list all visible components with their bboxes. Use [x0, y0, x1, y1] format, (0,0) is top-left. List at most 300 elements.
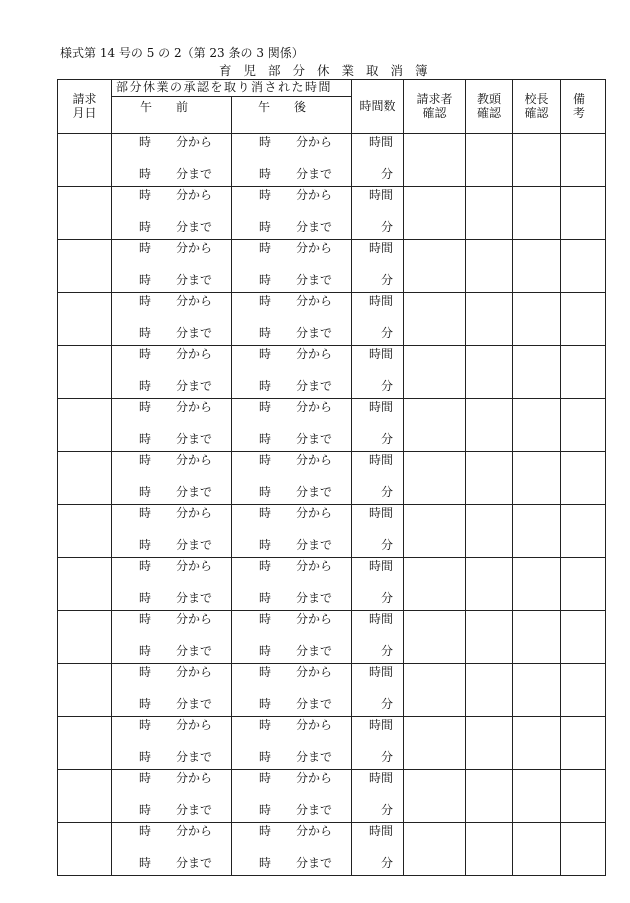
am-until-hour-unit: 時 — [139, 697, 152, 711]
head-teacher-confirm-cell[interactable] — [466, 187, 513, 240]
requester-confirm-cell[interactable] — [404, 770, 466, 823]
pm-until-suffix: 分まで — [296, 379, 333, 393]
document-title: 育児部分休業取消簿 — [219, 63, 440, 78]
am-until-line — [139, 698, 212, 712]
am-from-hour-unit: 時 — [139, 188, 152, 202]
am-until-hour-unit: 時 — [139, 485, 152, 499]
minutes-unit: 分 — [381, 326, 394, 340]
am-from-hour-unit: 時 — [139, 135, 152, 149]
pm-from-suffix: 分から — [296, 294, 333, 308]
principal-confirm-cell[interactable] — [513, 452, 561, 505]
remarks-cell[interactable] — [561, 187, 606, 240]
request-date-cell[interactable] — [58, 611, 112, 664]
requester-confirm-cell[interactable] — [404, 346, 466, 399]
pm-from-suffix: 分から — [296, 559, 333, 573]
request-date-cell[interactable] — [58, 134, 112, 187]
requester-confirm-cell[interactable] — [404, 399, 466, 452]
am-from-hour-unit: 時 — [139, 294, 152, 308]
am-time-slot[interactable] — [112, 823, 232, 876]
am-from-suffix: 分から — [176, 559, 213, 573]
am-from-suffix: 分から — [176, 135, 213, 149]
pm-from-hour-unit: 時 — [259, 188, 272, 202]
remarks-cell[interactable] — [561, 240, 606, 293]
am-from-hour-unit: 時 — [139, 559, 152, 573]
am-until-line — [139, 380, 212, 394]
request-date-cell[interactable] — [58, 505, 112, 558]
am-until-suffix: 分まで — [176, 220, 213, 234]
total-hours-cell[interactable] — [352, 611, 404, 664]
am-from-line — [139, 560, 212, 574]
pm-until-line — [259, 380, 332, 394]
am-until-hour-unit: 時 — [139, 167, 152, 181]
pm-from-line — [259, 136, 332, 150]
am-until-suffix: 分まで — [176, 379, 213, 393]
am-until-hour-unit: 時 — [139, 220, 152, 234]
pm-time-slot[interactable] — [232, 505, 352, 558]
total-hours-cell[interactable] — [352, 346, 404, 399]
am-until-hour-unit: 時 — [139, 432, 152, 446]
pm-until-suffix: 分まで — [296, 220, 333, 234]
pm-from-suffix: 分から — [296, 824, 333, 838]
am-from-line — [139, 136, 212, 150]
request-date-cell[interactable] — [58, 558, 112, 611]
am-until-line — [139, 751, 212, 765]
pm-from-suffix: 分から — [296, 453, 333, 467]
am-time-slot[interactable] — [112, 505, 232, 558]
pm-time-slot[interactable] — [232, 134, 352, 187]
table-row — [58, 611, 606, 664]
am-from-line — [139, 348, 212, 362]
am-from-line — [139, 189, 212, 203]
requester-confirm-cell[interactable] — [404, 293, 466, 346]
am-until-suffix: 分まで — [176, 273, 213, 287]
remarks-cell[interactable] — [561, 505, 606, 558]
am-until-hour-unit: 時 — [139, 750, 152, 764]
minutes-unit: 分 — [381, 856, 394, 870]
am-time-slot[interactable] — [112, 664, 232, 717]
pm-until-hour-unit: 時 — [259, 697, 272, 711]
requester-confirm-cell[interactable] — [404, 558, 466, 611]
form-number: 様式第 14 号の 5 の 2（第 23 条の 3 関係） — [60, 46, 304, 60]
head-teacher-confirm-cell[interactable] — [466, 240, 513, 293]
am-from-line — [139, 613, 212, 627]
request-date-cell[interactable] — [58, 664, 112, 717]
head-teacher-confirm-cell[interactable] — [466, 770, 513, 823]
remarks-cell[interactable] — [561, 399, 606, 452]
am-until-line — [139, 592, 212, 606]
header-am-char2: 前 — [176, 100, 189, 114]
am-time-slot[interactable] — [112, 558, 232, 611]
requester-confirm-cell[interactable] — [404, 187, 466, 240]
pm-until-line — [259, 645, 332, 659]
head-teacher-confirm-cell[interactable] — [466, 823, 513, 876]
pm-time-slot[interactable] — [232, 664, 352, 717]
pm-from-hour-unit: 時 — [259, 771, 272, 785]
am-time-slot[interactable] — [112, 134, 232, 187]
am-from-hour-unit: 時 — [139, 453, 152, 467]
am-until-suffix: 分まで — [176, 591, 213, 605]
header-requester-confirm-line2: 確認 — [422, 105, 447, 120]
pm-from-suffix: 分から — [296, 347, 333, 361]
total-hours-cell[interactable] — [352, 558, 404, 611]
am-until-hour-unit: 時 — [139, 538, 152, 552]
am-until-line — [139, 327, 212, 341]
total-hours-cell[interactable] — [352, 452, 404, 505]
pm-until-line — [259, 221, 332, 235]
principal-confirm-cell[interactable] — [513, 399, 561, 452]
table-row — [58, 346, 606, 399]
header-request-date — [58, 80, 112, 134]
pm-until-suffix: 分まで — [296, 167, 333, 181]
am-until-hour-unit: 時 — [139, 379, 152, 393]
remarks-cell[interactable] — [561, 293, 606, 346]
header-pm — [232, 97, 352, 134]
am-until-suffix: 分まで — [176, 485, 213, 499]
am-from-line — [139, 242, 212, 256]
pm-time-slot[interactable] — [232, 187, 352, 240]
am-until-hour-unit: 時 — [139, 591, 152, 605]
pm-time-slot[interactable] — [232, 558, 352, 611]
pm-from-suffix: 分から — [296, 400, 333, 414]
am-time-slot[interactable] — [112, 611, 232, 664]
pm-time-slot[interactable] — [232, 717, 352, 770]
minutes-unit: 分 — [381, 803, 394, 817]
hours-unit: 時間 — [369, 824, 394, 838]
head-teacher-confirm-cell[interactable] — [466, 134, 513, 187]
hours-unit: 時間 — [369, 771, 394, 785]
pm-from-line — [259, 560, 332, 574]
am-from-hour-unit: 時 — [139, 824, 152, 838]
am-from-line — [139, 454, 212, 468]
requester-confirm-cell[interactable] — [404, 664, 466, 717]
remarks-cell[interactable] — [561, 558, 606, 611]
pm-until-hour-unit: 時 — [259, 167, 272, 181]
pm-until-hour-unit: 時 — [259, 538, 272, 552]
am-until-suffix: 分まで — [176, 167, 213, 181]
head-teacher-confirm-cell[interactable] — [466, 717, 513, 770]
header-principal-confirm-line1: 校長 — [524, 91, 549, 106]
cancellation-register-table — [57, 79, 606, 876]
header-principal-confirm — [513, 80, 561, 134]
remarks-cell[interactable] — [561, 611, 606, 664]
remarks-cell[interactable] — [561, 770, 606, 823]
am-from-line — [139, 507, 212, 521]
pm-from-line — [259, 454, 332, 468]
request-date-cell[interactable] — [58, 399, 112, 452]
header-head-teacher-confirm-line2: 確認 — [477, 105, 502, 120]
pm-from-line — [259, 401, 332, 415]
pm-until-suffix: 分まで — [296, 273, 333, 287]
pm-time-slot[interactable] — [232, 823, 352, 876]
am-until-hour-unit: 時 — [139, 273, 152, 287]
pm-from-line — [259, 295, 332, 309]
am-from-line — [139, 295, 212, 309]
am-until-hour-unit: 時 — [139, 326, 152, 340]
principal-confirm-cell[interactable] — [513, 187, 561, 240]
minutes-unit: 分 — [381, 644, 394, 658]
am-time-slot[interactable] — [112, 293, 232, 346]
am-until-line — [139, 804, 212, 818]
am-from-line — [139, 825, 212, 839]
pm-time-slot[interactable] — [232, 240, 352, 293]
minutes-unit: 分 — [381, 750, 394, 764]
requester-confirm-cell[interactable] — [404, 134, 466, 187]
pm-from-line — [259, 719, 332, 733]
am-until-suffix: 分まで — [176, 644, 213, 658]
total-hours-cell[interactable] — [352, 664, 404, 717]
am-from-suffix: 分から — [176, 188, 213, 202]
head-teacher-confirm-cell[interactable] — [466, 399, 513, 452]
am-until-line — [139, 857, 212, 871]
pm-from-line — [259, 507, 332, 521]
pm-time-slot[interactable] — [232, 770, 352, 823]
am-until-line — [139, 168, 212, 182]
pm-until-suffix: 分まで — [296, 326, 333, 340]
header-requester-confirm-line1: 請求者 — [416, 91, 453, 106]
remarks-cell[interactable] — [561, 664, 606, 717]
principal-confirm-cell[interactable] — [513, 664, 561, 717]
pm-from-hour-unit: 時 — [259, 612, 272, 626]
total-hours-cell[interactable] — [352, 187, 404, 240]
head-teacher-confirm-cell[interactable] — [466, 452, 513, 505]
hours-unit: 時間 — [369, 135, 394, 149]
am-from-hour-unit: 時 — [139, 718, 152, 732]
pm-until-suffix: 分まで — [296, 803, 333, 817]
pm-until-suffix: 分まで — [296, 538, 333, 552]
pm-until-hour-unit: 時 — [259, 644, 272, 658]
table-row — [58, 240, 606, 293]
minutes-unit: 分 — [381, 697, 394, 711]
remarks-cell[interactable] — [561, 717, 606, 770]
header-approval-cancel-time: 部分休業の承認を取り消された時間 — [112, 80, 352, 97]
minutes-unit: 分 — [381, 591, 394, 605]
pm-from-hour-unit: 時 — [259, 453, 272, 467]
requester-confirm-cell[interactable] — [404, 823, 466, 876]
am-time-slot[interactable] — [112, 717, 232, 770]
hours-unit: 時間 — [369, 188, 394, 202]
request-date-cell[interactable] — [58, 770, 112, 823]
request-date-cell[interactable] — [58, 823, 112, 876]
table-row — [58, 134, 606, 187]
principal-confirm-cell[interactable] — [513, 823, 561, 876]
request-date-cell[interactable] — [58, 717, 112, 770]
table-row — [58, 505, 606, 558]
table-row — [58, 452, 606, 505]
pm-from-suffix: 分から — [296, 506, 333, 520]
requester-confirm-cell[interactable] — [404, 717, 466, 770]
hours-unit: 時間 — [369, 294, 394, 308]
pm-time-slot[interactable] — [232, 293, 352, 346]
hours-unit: 時間 — [369, 718, 394, 732]
register-body — [58, 134, 606, 876]
pm-from-line — [259, 613, 332, 627]
am-from-hour-unit: 時 — [139, 771, 152, 785]
am-until-line — [139, 539, 212, 553]
total-hours-cell[interactable] — [352, 240, 404, 293]
pm-from-hour-unit: 時 — [259, 506, 272, 520]
request-date-cell[interactable] — [58, 187, 112, 240]
principal-confirm-cell[interactable] — [513, 717, 561, 770]
minutes-unit: 分 — [381, 432, 394, 446]
am-until-hour-unit: 時 — [139, 644, 152, 658]
am-until-suffix: 分まで — [176, 432, 213, 446]
pm-time-slot[interactable] — [232, 399, 352, 452]
requester-confirm-cell[interactable] — [404, 240, 466, 293]
request-date-cell[interactable] — [58, 452, 112, 505]
principal-confirm-cell[interactable] — [513, 611, 561, 664]
am-until-suffix: 分まで — [176, 856, 213, 870]
header-total-hours: 時間数 — [352, 80, 404, 134]
minutes-unit: 分 — [381, 379, 394, 393]
requester-confirm-cell[interactable] — [404, 452, 466, 505]
am-until-line — [139, 274, 212, 288]
table-row — [58, 823, 606, 876]
am-from-suffix: 分から — [176, 612, 213, 626]
minutes-unit: 分 — [381, 538, 394, 552]
pm-from-line — [259, 825, 332, 839]
pm-until-line — [259, 486, 332, 500]
pm-until-line — [259, 751, 332, 765]
remarks-cell[interactable] — [561, 452, 606, 505]
minutes-unit: 分 — [381, 273, 394, 287]
table-row — [58, 293, 606, 346]
am-until-line — [139, 433, 212, 447]
principal-confirm-cell[interactable] — [513, 770, 561, 823]
head-teacher-confirm-cell[interactable] — [466, 346, 513, 399]
total-hours-cell[interactable] — [352, 293, 404, 346]
am-from-hour-unit: 時 — [139, 665, 152, 679]
am-from-hour-unit: 時 — [139, 612, 152, 626]
head-teacher-confirm-cell[interactable] — [466, 558, 513, 611]
pm-time-slot[interactable] — [232, 611, 352, 664]
pm-until-line — [259, 539, 332, 553]
hours-unit: 時間 — [369, 612, 394, 626]
am-time-slot[interactable] — [112, 346, 232, 399]
pm-from-suffix: 分から — [296, 188, 333, 202]
head-teacher-confirm-cell[interactable] — [466, 505, 513, 558]
am-until-hour-unit: 時 — [139, 856, 152, 870]
pm-from-line — [259, 189, 332, 203]
pm-until-hour-unit: 時 — [259, 220, 272, 234]
request-date-cell[interactable] — [58, 240, 112, 293]
minutes-unit: 分 — [381, 167, 394, 181]
header-am — [112, 97, 232, 134]
am-from-suffix: 分から — [176, 824, 213, 838]
pm-from-suffix: 分から — [296, 241, 333, 255]
am-from-hour-unit: 時 — [139, 347, 152, 361]
pm-until-suffix: 分まで — [296, 644, 333, 658]
hours-unit: 時間 — [369, 559, 394, 573]
principal-confirm-cell[interactable] — [513, 346, 561, 399]
total-hours-cell[interactable] — [352, 505, 404, 558]
request-date-cell[interactable] — [58, 346, 112, 399]
am-until-suffix: 分まで — [176, 803, 213, 817]
table-row — [58, 717, 606, 770]
pm-until-suffix: 分まで — [296, 485, 333, 499]
am-time-slot[interactable] — [112, 399, 232, 452]
header-requester-confirm — [404, 80, 466, 134]
pm-until-suffix: 分まで — [296, 591, 333, 605]
remarks-cell[interactable] — [561, 823, 606, 876]
am-from-suffix: 分から — [176, 294, 213, 308]
head-teacher-confirm-cell[interactable] — [466, 293, 513, 346]
table-row — [58, 558, 606, 611]
pm-time-slot[interactable] — [232, 452, 352, 505]
pm-from-line — [259, 348, 332, 362]
header-pm-char1: 午 — [258, 100, 271, 114]
pm-until-suffix: 分まで — [296, 856, 333, 870]
remarks-cell[interactable] — [561, 346, 606, 399]
pm-time-slot[interactable] — [232, 346, 352, 399]
pm-from-hour-unit: 時 — [259, 294, 272, 308]
am-from-suffix: 分から — [176, 665, 213, 679]
pm-until-line — [259, 592, 332, 606]
pm-from-hour-unit: 時 — [259, 718, 272, 732]
table-row — [58, 399, 606, 452]
total-hours-cell[interactable] — [352, 823, 404, 876]
header-request-date-line2: 月日 — [72, 105, 97, 120]
principal-confirm-cell[interactable] — [513, 505, 561, 558]
pm-until-line — [259, 804, 332, 818]
hours-unit: 時間 — [369, 241, 394, 255]
head-teacher-confirm-cell[interactable] — [466, 611, 513, 664]
pm-until-hour-unit: 時 — [259, 591, 272, 605]
am-time-slot[interactable] — [112, 187, 232, 240]
am-from-suffix: 分から — [176, 241, 213, 255]
principal-confirm-cell[interactable] — [513, 240, 561, 293]
principal-confirm-cell[interactable] — [513, 558, 561, 611]
am-from-suffix: 分から — [176, 718, 213, 732]
hours-unit: 時間 — [369, 347, 394, 361]
header-head-teacher-confirm-line1: 教頭 — [477, 91, 502, 106]
am-time-slot[interactable] — [112, 770, 232, 823]
total-hours-cell[interactable] — [352, 717, 404, 770]
pm-until-hour-unit: 時 — [259, 750, 272, 764]
pm-from-suffix: 分から — [296, 771, 333, 785]
pm-until-suffix: 分まで — [296, 432, 333, 446]
pm-from-hour-unit: 時 — [259, 824, 272, 838]
principal-confirm-cell[interactable] — [513, 134, 561, 187]
request-date-cell[interactable] — [58, 293, 112, 346]
pm-from-hour-unit: 時 — [259, 135, 272, 149]
header-remarks: 備考 — [561, 80, 606, 134]
am-time-slot[interactable] — [112, 452, 232, 505]
total-hours-cell[interactable] — [352, 770, 404, 823]
remarks-cell[interactable] — [561, 134, 606, 187]
principal-confirm-cell[interactable] — [513, 293, 561, 346]
pm-from-suffix: 分から — [296, 718, 333, 732]
pm-from-suffix: 分から — [296, 665, 333, 679]
am-from-suffix: 分から — [176, 771, 213, 785]
table-row — [58, 664, 606, 717]
pm-from-hour-unit: 時 — [259, 400, 272, 414]
pm-until-line — [259, 327, 332, 341]
total-hours-cell[interactable] — [352, 134, 404, 187]
hours-unit: 時間 — [369, 506, 394, 520]
am-from-line — [139, 401, 212, 415]
requester-confirm-cell[interactable] — [404, 505, 466, 558]
am-from-hour-unit: 時 — [139, 400, 152, 414]
pm-from-line — [259, 772, 332, 786]
total-hours-cell[interactable] — [352, 399, 404, 452]
requester-confirm-cell[interactable] — [404, 611, 466, 664]
am-from-line — [139, 666, 212, 680]
am-time-slot[interactable] — [112, 240, 232, 293]
pm-until-hour-unit: 時 — [259, 856, 272, 870]
am-from-line — [139, 772, 212, 786]
hours-unit: 時間 — [369, 453, 394, 467]
head-teacher-confirm-cell[interactable] — [466, 664, 513, 717]
